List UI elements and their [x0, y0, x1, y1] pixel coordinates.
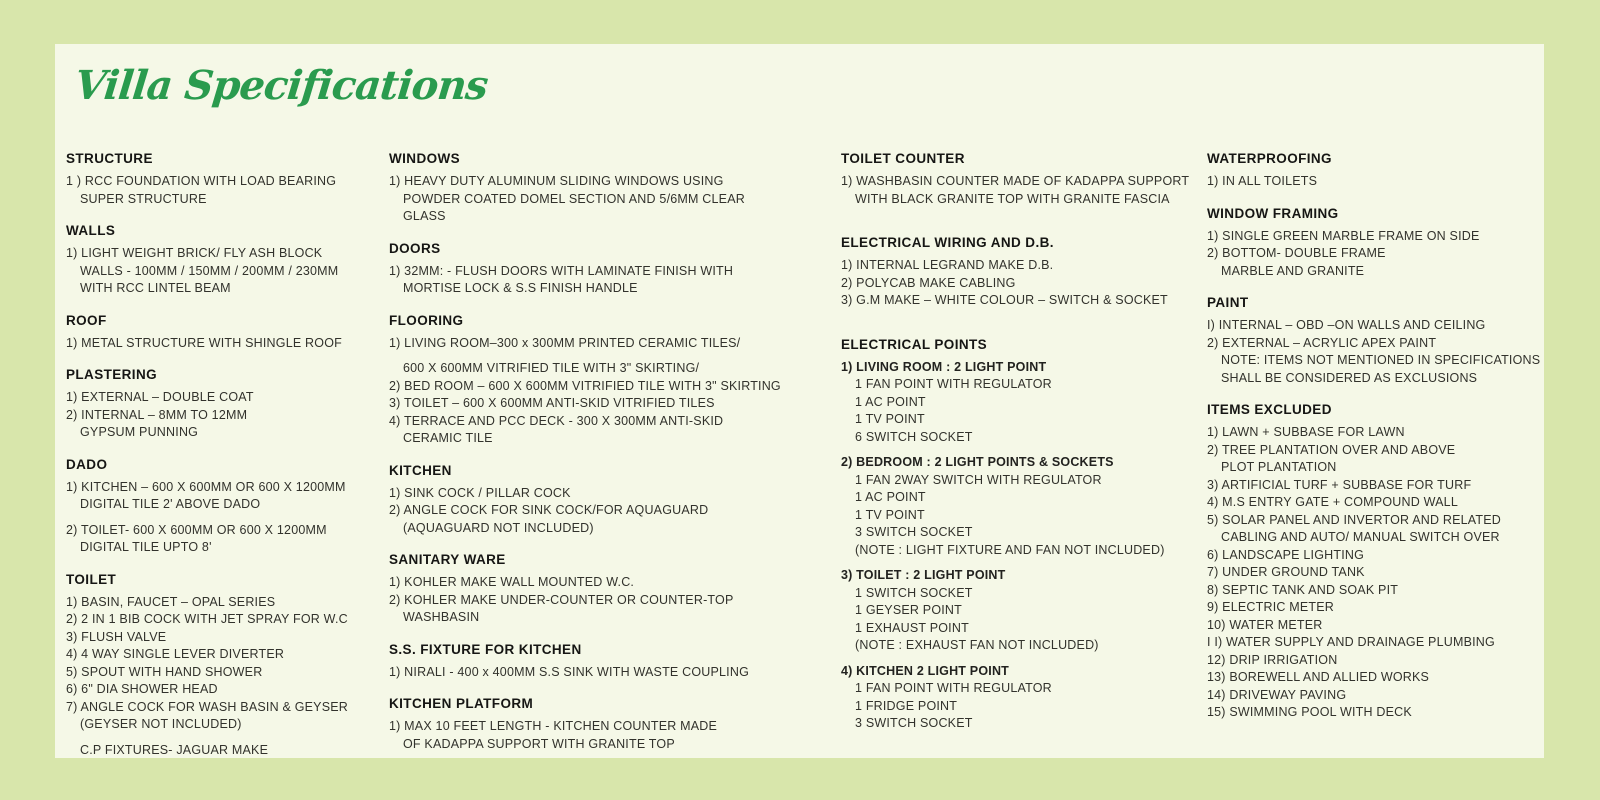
spec-line: 1) EXTERNAL – DOUBLE COAT — [66, 390, 254, 404]
spec-line: 1) LIGHT WEIGHT BRICK/ FLY ASH BLOCK — [66, 246, 323, 260]
spec-line: 8) SEPTIC TANK AND SOAK PIT — [1207, 582, 1399, 597]
spec-line: 1 AC POINT — [855, 490, 926, 504]
spec-line: CABLING AND AUTO/ MANUAL SWITCH OVER — [1221, 530, 1500, 544]
spec-section — [389, 641, 849, 682]
spec-line: 1) HEAVY DUTY ALUMINUM SLIDING WINDOWS USING — [389, 174, 724, 188]
spec-column — [1207, 150, 1567, 736]
spec-section — [389, 462, 849, 538]
spec-column — [389, 150, 849, 767]
spec-line: 7) UNDER GROUND TANK — [1207, 565, 1365, 579]
section-heading: DOORS — [389, 240, 441, 256]
section-heading: WINDOWS — [389, 151, 461, 166]
spec-line: 1) METAL STRUCTURE WITH SHINGLE ROOF — [66, 335, 342, 350]
spec-line: (NOTE : LIGHT FIXTURE AND FAN NOT INCLUDED) — [855, 542, 1165, 557]
section-heading: KITCHEN PLATFORM — [389, 696, 534, 711]
spec-line: 1) SINK COCK / PILLAR COCK — [389, 485, 571, 500]
spec-line: WITH BLACK GRANITE TOP WITH GRANITE FASCIA — [855, 191, 1170, 206]
spec-line: 6) 6" DIA SHOWER HEAD — [66, 682, 218, 696]
spec-line: 1 GEYSER POINT — [855, 603, 962, 617]
spec-line: 2) ANGLE COCK FOR SINK COCK/FOR AQUAGUARD — [389, 503, 709, 517]
spec-line: 1) LIVING ROOM : 2 LIGHT POINT — [841, 359, 1047, 374]
spec-line: GLASS — [403, 209, 446, 223]
spec-line: PLOT PLANTATION — [1221, 460, 1337, 474]
spec-line: 3) ARTIFICIAL TURF + SUBBASE FOR TURF — [1207, 477, 1472, 492]
spec-line: 7) ANGLE COCK FOR WASH BASIN & GEYSER — [66, 699, 348, 714]
spec-line: 1) MAX 10 FEET LENGTH - KITCHEN COUNTER MADE — [389, 719, 718, 733]
spec-line: 1) IN ALL TOILETS — [1207, 174, 1318, 188]
spec-line: 3 SWITCH SOCKET — [855, 525, 973, 539]
spec-line: 1 SWITCH SOCKET — [855, 585, 973, 600]
spec-line: 1 EXHAUST POINT — [855, 620, 969, 635]
spec-sheet — [55, 44, 1544, 758]
spec-line: 2) TOILET- 600 X 600MM OR 600 X 1200MM — [66, 522, 327, 537]
spec-line: 1 ) RCC FOUNDATION WITH LOAD BEARING — [66, 174, 337, 188]
spec-line: 1) NIRALI - 400 x 400MM S.S SINK WITH WASTE COUPLING — [389, 664, 750, 679]
spec-section — [1207, 294, 1567, 387]
spec-line: WITH RCC LINTEL BEAM — [80, 281, 231, 295]
spec-line: SUPER STRUCTURE — [80, 191, 207, 206]
spec-line: POWDER COATED DOMEL SECTION AND 5/6MM CLEAR — [403, 191, 745, 206]
spec-line: 1) LIVING ROOM–300 x 300MM PRINTED CERAMIC TILES/ — [389, 335, 741, 350]
spec-line: 1 FRIDGE POINT — [855, 698, 958, 713]
spec-line: GYPSUM PUNNING — [80, 425, 199, 439]
spec-section — [841, 234, 1213, 310]
spec-line: SHALL BE CONSIDERED AS EXCLUSIONS — [1221, 370, 1478, 385]
spec-line: 1 AC POINT — [855, 394, 926, 409]
section-heading: PAINT — [1207, 295, 1249, 310]
spec-section — [66, 456, 391, 557]
spec-line: (NOTE : EXHAUST FAN NOT INCLUDED) — [855, 638, 1099, 652]
spec-line: 600 X 600MM VITRIFIED TILE WITH 3" SKIRTING/ — [403, 361, 700, 375]
section-heading: DADO — [66, 456, 108, 472]
spec-line: 3) TOILET – 600 X 600MM ANTI-SKID VITRIFIED TILES — [389, 396, 715, 410]
spec-section — [389, 312, 849, 448]
spec-section — [389, 551, 849, 627]
spec-line: 1) 32MM: - FLUSH DOORS WITH LAMINATE FINISH WITH — [389, 263, 734, 278]
spec-line: 3) FLUSH VALVE — [66, 629, 167, 644]
spec-line: 4) M.S ENTRY GATE + COMPOUND WALL — [1207, 495, 1458, 509]
spec-line: 2) BEDROOM : 2 LIGHT POINTS & SOCKETS — [841, 455, 1114, 469]
spec-line: (AQUAGUARD NOT INCLUDED) — [403, 520, 594, 535]
spec-line: 1) INTERNAL LEGRAND MAKE D.B. — [841, 258, 1054, 272]
section-heading: ITEMS EXCLUDED — [1207, 402, 1332, 417]
section-heading: KITCHEN — [389, 462, 452, 478]
spec-section — [1207, 205, 1567, 281]
spec-line: 14) DRIVEWAY PAVING — [1207, 687, 1347, 702]
section-heading: TOILET COUNTER — [841, 151, 965, 166]
section-heading: S.S. FIXTURE FOR KITCHEN — [389, 641, 582, 657]
spec-line: 1) SINGLE GREEN MARBLE FRAME ON SIDE — [1207, 228, 1480, 243]
spec-line: I) INTERNAL – OBD –ON WALLS AND CEILING — [1207, 318, 1486, 332]
spec-line: 1) KOHLER MAKE WALL MOUNTED W.C. — [389, 575, 635, 589]
spec-line: 1) BASIN, FAUCET – OPAL SERIES — [66, 594, 276, 609]
spec-line: 3) G.M MAKE – WHITE COLOUR – SWITCH & SOCKET — [841, 293, 1168, 307]
section-heading: STRUCTURE — [66, 151, 153, 166]
section-heading: ELECTRICAL POINTS — [841, 336, 988, 352]
section-heading: TOILET — [66, 571, 117, 587]
spec-line: CERAMIC TILE — [403, 431, 493, 445]
spec-line: 3 SWITCH SOCKET — [855, 716, 973, 730]
section-heading: WATERPROOFING — [1207, 151, 1332, 166]
page-title: Villa Specifications — [72, 62, 490, 109]
spec-line: 1 TV POINT — [855, 412, 925, 426]
spec-section — [1207, 150, 1567, 191]
spec-line: 1 FAN POINT WITH REGULATOR — [855, 377, 1052, 391]
spec-line: NOTE: ITEMS NOT MENTIONED IN SPECIFICATIONS — [1221, 353, 1541, 367]
spec-line: 1) WASHBASIN COUNTER MADE OF KADAPPA SUPPORT — [841, 174, 1190, 188]
spec-line: 12) DRIP IRRIGATION — [1207, 652, 1338, 667]
spec-line: 2) BOTTOM- DOUBLE FRAME — [1207, 246, 1386, 260]
spec-section — [66, 366, 391, 442]
spec-column — [66, 150, 391, 773]
spec-line: 2) POLYCAB MAKE CABLING — [841, 275, 1016, 290]
spec-line: 13) BOREWELL AND ALLIED WORKS — [1207, 670, 1430, 684]
spec-section — [1207, 401, 1567, 722]
spec-line: MARBLE AND GRANITE — [1221, 263, 1365, 278]
spec-line: 1) LAWN + SUBBASE FOR LAWN — [1207, 425, 1405, 439]
spec-line: 1 TV POINT — [855, 507, 925, 522]
spec-line: 1 FAN POINT WITH REGULATOR — [855, 681, 1052, 695]
spec-line: WASHBASIN — [403, 610, 480, 624]
spec-line: WALLS - 100MM / 150MM / 200MM / 230MM — [80, 263, 339, 278]
spec-line: 2) KOHLER MAKE UNDER-COUNTER OR COUNTER-TOP — [389, 592, 734, 607]
spec-line: DIGITAL TILE 2' ABOVE DADO — [80, 497, 261, 511]
section-heading: FLOORING — [389, 312, 464, 328]
spec-line: 2) EXTERNAL – ACRYLIC APEX PAINT — [1207, 335, 1437, 350]
spec-section — [66, 222, 391, 298]
spec-section — [389, 150, 849, 226]
spec-line: 2) TREE PLANTATION OVER AND ABOVE — [1207, 442, 1456, 457]
spec-column — [841, 150, 1213, 759]
spec-section — [66, 312, 391, 353]
spec-line: DIGITAL TILE UPTO 8' — [80, 540, 212, 554]
spec-line: 4) KITCHEN 2 LIGHT POINT — [841, 663, 1010, 678]
spec-section — [841, 150, 1213, 208]
spec-section — [66, 150, 391, 208]
spec-line: 10) WATER METER — [1207, 617, 1323, 632]
spec-line: 4) 4 WAY SINGLE LEVER DIVERTER — [66, 647, 285, 661]
spec-line: 4) TERRACE AND PCC DECK - 300 X 300MM ANTI-SKID — [389, 413, 724, 428]
section-heading: ELECTRICAL WIRING AND D.B. — [841, 235, 1054, 250]
spec-line: 2) 2 IN 1 BIB COCK WITH JET SPRAY FOR W.C — [66, 612, 348, 626]
spec-line: 9) ELECTRIC METER — [1207, 600, 1335, 614]
spec-line: 2) INTERNAL – 8MM TO 12MM — [66, 407, 248, 422]
spec-line: 1 FAN 2WAY SWITCH WITH REGULATOR — [855, 472, 1102, 487]
spec-line: (GEYSER NOT INCLUDED) — [80, 717, 242, 731]
section-heading: PLASTERING — [66, 367, 158, 382]
spec-line: 2) BED ROOM – 600 X 600MM VITRIFIED TILE WITH 3" SKIRTING — [389, 378, 781, 393]
spec-line: 5) SPOUT WITH HAND SHOWER — [66, 664, 263, 679]
spec-section — [389, 240, 849, 298]
section-heading: WINDOW FRAMING — [1207, 205, 1339, 221]
spec-line: MORTISE LOCK & S.S FINISH HANDLE — [403, 281, 638, 295]
spec-line: I I) WATER SUPPLY AND DRAINAGE PLUMBING — [1207, 635, 1495, 649]
spec-section — [66, 571, 391, 760]
spec-line: OF KADAPPA SUPPORT WITH GRANITE TOP — [403, 736, 675, 751]
spec-line: 15) SWIMMING POOL WITH DECK — [1207, 705, 1412, 719]
spec-line: 1) KITCHEN – 600 X 600MM OR 600 X 1200MM — [66, 479, 346, 494]
spec-line: 5) SOLAR PANEL AND INVERTOR AND RELATED — [1207, 512, 1501, 527]
section-heading: ROOF — [66, 312, 107, 328]
section-heading: SANITARY WARE — [389, 552, 506, 567]
spec-line: 6) LANDSCAPE LIGHTING — [1207, 547, 1365, 562]
spec-line: 6 SWITCH SOCKET — [855, 429, 973, 444]
spec-section — [841, 336, 1213, 733]
spec-line: C.P FIXTURES- JAGUAR MAKE — [80, 742, 269, 757]
section-heading: WALLS — [66, 223, 116, 238]
spec-section — [389, 695, 849, 753]
spec-line: 3) TOILET : 2 LIGHT POINT — [841, 568, 1006, 582]
